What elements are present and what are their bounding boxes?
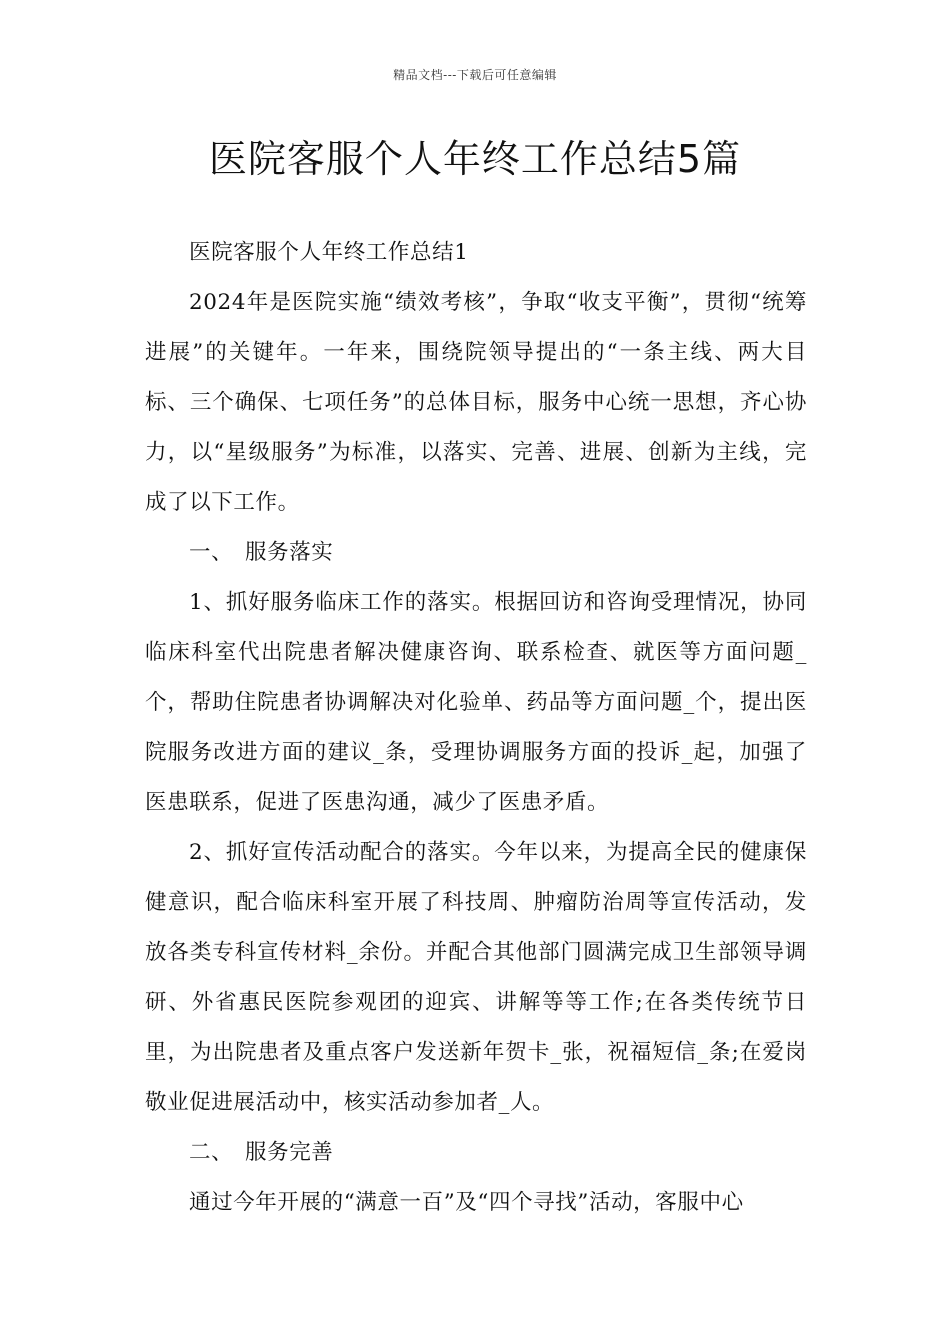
body-paragraph: 2、抓好宣传活动配合的落实。今年以来，为提高全民的健康保健意识，配合临床科室开展了科技周、肿瘤防治周等宣传活动，发放各类专科宣传材料_余份。并配合其他部门圆满完成卫生部领导调研、外省惠民医院参观团的迎宾、讲解等等工作;在各类传统节日里，为出院患者及重点客户发送新年贺卡_张，祝福短信_条;在爱岗敬业促进展活动中，核实活动参加者_人。 (145, 840, 807, 1115)
section-heading (145, 1128, 807, 1178)
page-header-note: 精品文档---下载后可任意编辑 (393, 68, 557, 82)
section-number: 二、 (189, 1140, 234, 1165)
document-body (145, 228, 807, 1228)
intro-paragraph: 2024年是医院实施“绩效考核”，争取“收支平衡”，贯彻“统筹进展”的关键年。一年来，围绕院领导提出的“一条主线、两大目标、三个确保、七项任务”的总体目标，服务中心统一思想，齐心协力，以“星级服务”为标准，以落实、完善、进展、创新为主线，完成了以下工作。 (145, 290, 807, 515)
section-heading-text: 服务完善 (245, 1140, 334, 1165)
section-heading-text: 服务落实 (245, 540, 334, 565)
body-paragraph: 通过今年开展的“满意一百”及“四个寻找”活动，客服中心 (189, 1190, 744, 1215)
document-subtitle: 医院客服个人年终工作总结1 (189, 240, 469, 265)
document-title: 医院客服个人年终工作总结5篇 (208, 137, 742, 181)
section-number: 一、 (189, 540, 234, 565)
section-heading (145, 528, 807, 578)
body-paragraph: 1、抓好服务临床工作的落实。根据回访和咨询受理情况，协同临床科室代出院患者解决健康咨询、联系检查、就医等方面问题_个，帮助住院患者协调解决对化验单、药品等方面问题_个，提出医院服务改进方面的建议_条，受理协调服务方面的投诉_起，加强了医患联系，促进了医患沟通，减少了医患矛盾。 (145, 590, 807, 815)
